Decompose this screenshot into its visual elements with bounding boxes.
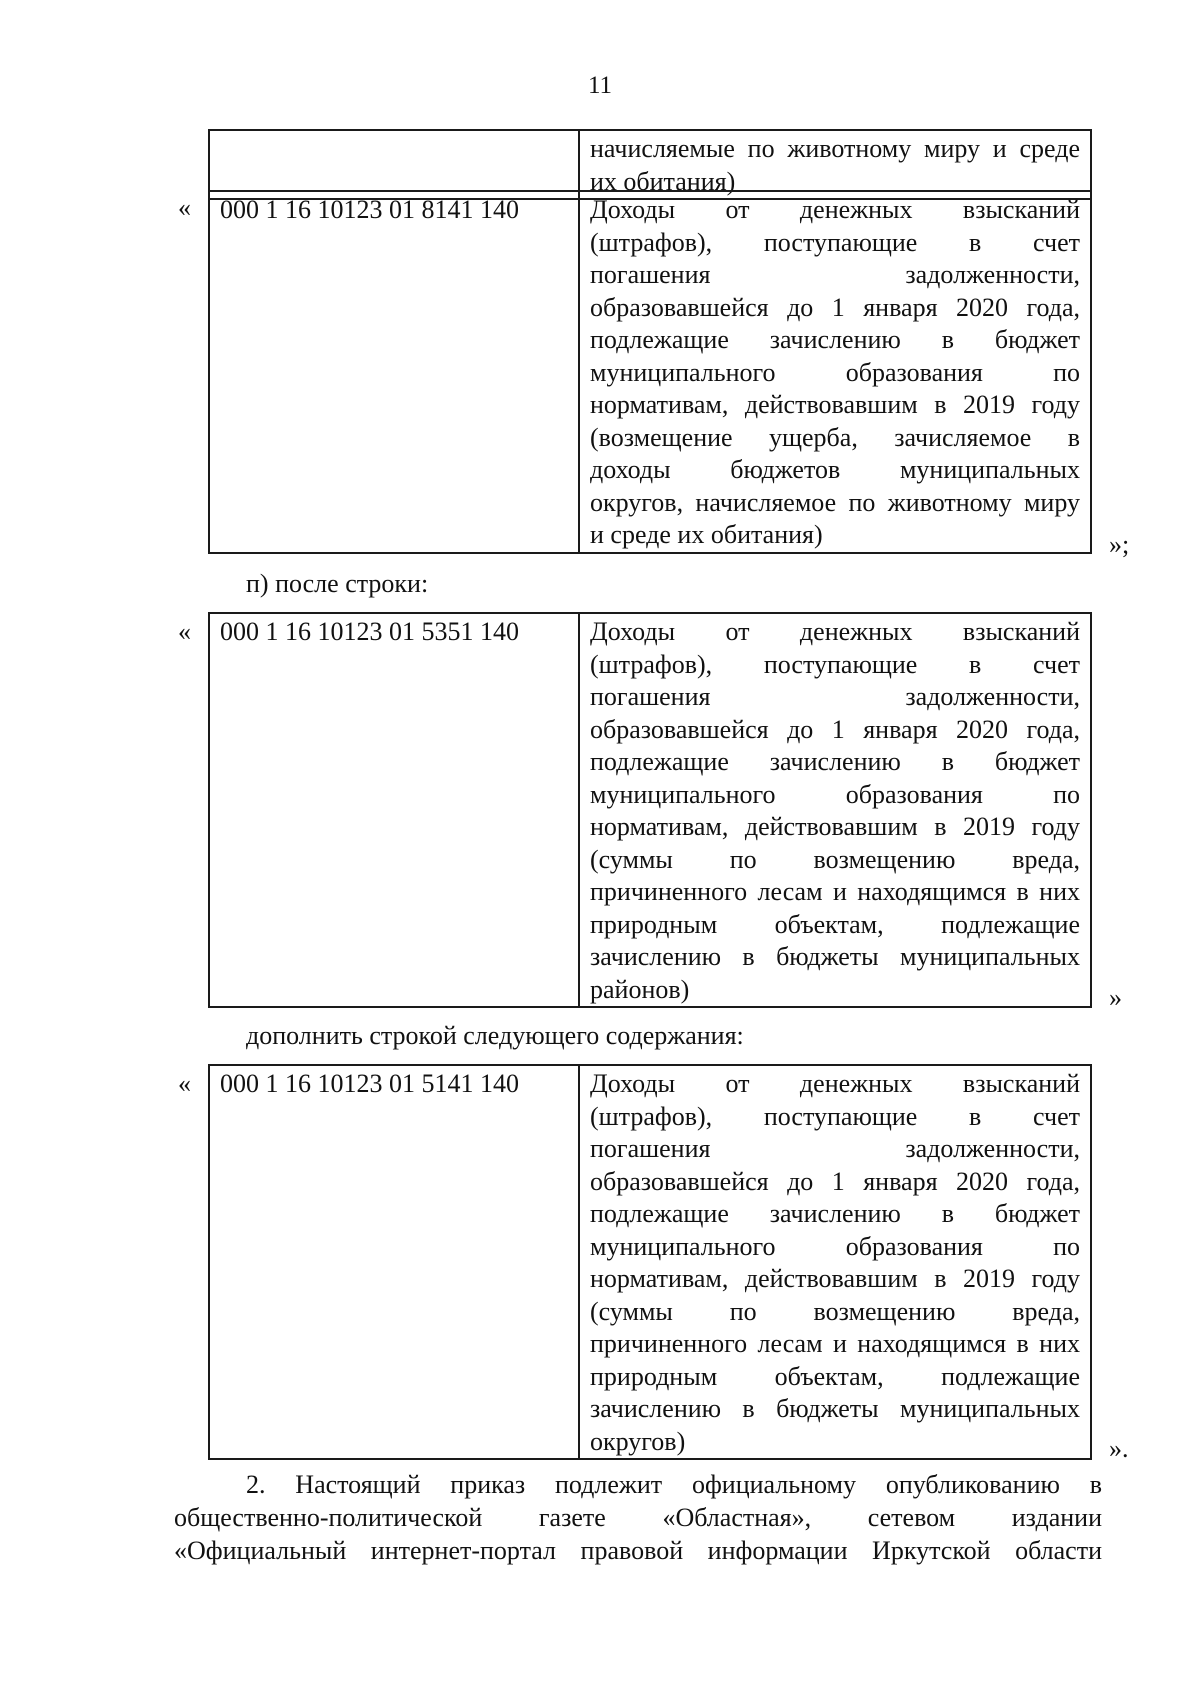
close-quote: » [1109,983,1122,1012]
description-line: подлежащие зачислению в бюджет [590,747,1080,776]
open-quote: « [178,617,191,646]
description-line: (суммы по возмещению вреда, [590,844,1080,874]
description-cell [579,613,1091,1007]
description-line: доходы бюджетов муниципальных [590,455,1080,484]
description-cell [579,191,1091,553]
description-line: (штрафов), поступающие в счет [590,227,1080,257]
description-line: нормативам, действовавшим в 2019 году [590,1264,1080,1293]
final-paragraph-line-1: 2. Настоящий приказ подлежит официальному опубликованию в [246,1470,1102,1499]
final-paragraph-line-3: «Официальный интернет-портал правовой информации Иркутской области [174,1536,1102,1565]
table-row-5351 [208,612,1092,1008]
description-line: причиненного лесам и находящимся в них [590,1329,1080,1358]
description-line: причиненного лесам и находящимся в них [590,877,1080,906]
page-number: 11 [587,72,613,99]
description-line: (штрафов), поступающие в счет [590,1101,1080,1131]
description-line: округов) [590,1426,686,1456]
description-line: нормативам, действовавшим в 2019 году [590,390,1080,419]
description-line: начисляемые по животному миру и среде [590,134,1080,163]
code-cell [209,130,579,199]
description-line: и среде их обитания) [590,520,823,549]
description-line: подлежащие зачислению в бюджет [590,1199,1080,1228]
description-line: зачислению в бюджеты муниципальных [590,942,1080,971]
description-line: районов) [590,974,690,1004]
description-line: муниципального образования по [590,1231,1080,1261]
description-line: погашения задолженности, [590,1134,1080,1163]
description-line: образовавшейся до 1 января 2020 года, [590,1166,1080,1196]
description-line: округов, начисляемое по животному миру [590,487,1080,517]
description-line: природным объектам, подлежащие [590,909,1080,939]
description-line: муниципального образования по [590,357,1080,387]
description-line: муниципального образования по [590,779,1080,809]
table-row [209,191,1091,553]
description-line: их обитания) [590,166,736,196]
description-line: образовавшейся до 1 января 2020 года, [590,714,1080,744]
description-line: Доходы от денежных взысканий [590,1069,1080,1098]
table-row-8141 [208,190,1092,554]
description-line: погашения задолженности, [590,260,1080,289]
table-row [209,130,1091,199]
description-line: природным объектам, подлежащие [590,1361,1080,1391]
code-cell: 000 1 16 10123 01 8141 140 [209,191,579,553]
description-cell [579,130,1091,199]
description-line: (штрафов), поступающие в счет [590,649,1080,679]
table-row [209,1065,1091,1459]
table-row-5141 [208,1064,1092,1460]
description-line: погашения задолженности, [590,682,1080,711]
description-line: (возмещение ущерба, зачисляемое в [590,422,1080,452]
description-line: зачислению в бюджеты муниципальных [590,1394,1080,1423]
description-line: подлежащие зачислению в бюджет [590,325,1080,354]
final-paragraph-line-2: общественно-политической газете «Областная», сетевом издании [174,1503,1102,1532]
description-line: (суммы по возмещению вреда, [590,1296,1080,1326]
close-quote: »; [1109,530,1130,559]
open-quote: « [178,193,191,222]
code-cell: 000 1 16 10123 01 5141 140 [209,1065,579,1459]
paragraph-add-line: дополнить строкой следующего содержания: [246,1021,744,1050]
open-quote: « [178,1069,191,1098]
table-row [209,613,1091,1007]
description-cell [579,1065,1091,1459]
description-line: Доходы от денежных взысканий [590,195,1080,224]
description-line: Доходы от денежных взысканий [590,617,1080,646]
close-quote: ». [1109,1434,1129,1463]
code-cell: 000 1 16 10123 01 5351 140 [209,613,579,1007]
description-line: нормативам, действовавшим в 2019 году [590,812,1080,841]
description-line: образовавшейся до 1 января 2020 года, [590,292,1080,322]
paragraph-after-line: п) после строки: [246,569,429,598]
